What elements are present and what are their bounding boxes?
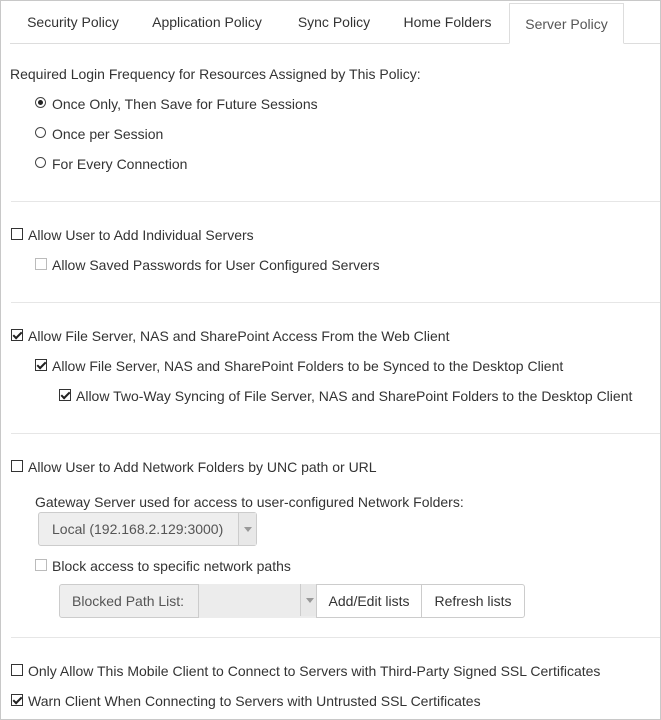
- section-divider: [11, 201, 660, 202]
- blocked-path-list-select[interactable]: [198, 584, 318, 618]
- policy-tabs: [10, 1, 660, 44]
- section-divider: [11, 302, 660, 303]
- only-third-party-ssl-label[interactable]: Only Allow This Mobile Client to Connect to Servers with Third-Party Signed SSL Certificates: [28, 663, 601, 679]
- allow-synced-checkbox[interactable]: [35, 359, 47, 371]
- login-frequency-title: Required Login Frequency for Resources Assigned by This Policy:: [10, 66, 421, 82]
- allow-saved-passwords-label[interactable]: Allow Saved Passwords for User Configured Servers: [52, 257, 380, 273]
- refresh-lists-button[interactable]: Refresh lists: [421, 584, 525, 618]
- gateway-server-value: Local (192.168.2.129:3000): [52, 521, 224, 537]
- allow-add-servers-checkbox[interactable]: [11, 228, 23, 240]
- radio-once-only-label[interactable]: Once Only, Then Save for Future Sessions: [52, 96, 318, 112]
- add-edit-lists-button[interactable]: Add/Edit lists: [316, 584, 422, 618]
- allow-synced-label[interactable]: Allow File Server, NAS and SharePoint Folders to be Synced to the Desktop Client: [52, 358, 564, 374]
- allow-saved-passwords-checkbox[interactable]: [35, 258, 47, 270]
- radio-once-only[interactable]: [35, 97, 46, 108]
- allow-two-way-checkbox[interactable]: [59, 389, 71, 401]
- allow-unc-label[interactable]: Allow User to Add Network Folders by UNC path or URL: [28, 459, 377, 475]
- blocked-path-list-label: Blocked Path List:: [72, 593, 185, 609]
- blocked-path-list-group: [59, 584, 317, 618]
- allow-two-way-label[interactable]: Allow Two-Way Syncing of File Server, NAS and SharePoint Folders to the Desktop Client: [76, 388, 633, 404]
- chevron-down-icon: [238, 513, 256, 545]
- only-third-party-ssl-checkbox[interactable]: [11, 664, 23, 676]
- section-divider: [11, 433, 660, 434]
- tab-home-folders[interactable]: Home Folders: [403, 14, 492, 30]
- radio-every-connection[interactable]: [35, 157, 46, 168]
- allow-file-server-label[interactable]: Allow File Server, NAS and SharePoint Access From the Web Client: [28, 328, 450, 344]
- allow-file-server-checkbox[interactable]: [11, 329, 23, 341]
- allow-unc-checkbox[interactable]: [11, 460, 23, 472]
- section-divider: [11, 637, 660, 638]
- radio-every-connection-label[interactable]: For Every Connection: [52, 156, 188, 172]
- warn-untrusted-ssl-checkbox[interactable]: [11, 694, 23, 706]
- warn-untrusted-ssl-label[interactable]: Warn Client When Connecting to Servers with Untrusted SSL Certificates: [28, 693, 481, 709]
- gateway-server-select[interactable]: [38, 512, 257, 546]
- block-access-label[interactable]: Block access to specific network paths: [52, 558, 291, 574]
- block-access-checkbox[interactable]: [35, 559, 47, 571]
- tab-sync-policy[interactable]: Sync Policy: [297, 14, 371, 30]
- tab-application-policy[interactable]: Application Policy: [152, 14, 262, 30]
- tab-server-policy[interactable]: Server Policy: [509, 3, 624, 44]
- radio-once-per-session-label[interactable]: Once per Session: [52, 126, 164, 142]
- allow-add-servers-label[interactable]: Allow User to Add Individual Servers: [28, 227, 254, 243]
- tab-security-policy[interactable]: Security Policy: [27, 14, 119, 30]
- radio-once-per-session[interactable]: [35, 127, 46, 138]
- gateway-server-label: Gateway Server used for access to user-configured Network Folders:: [35, 494, 464, 510]
